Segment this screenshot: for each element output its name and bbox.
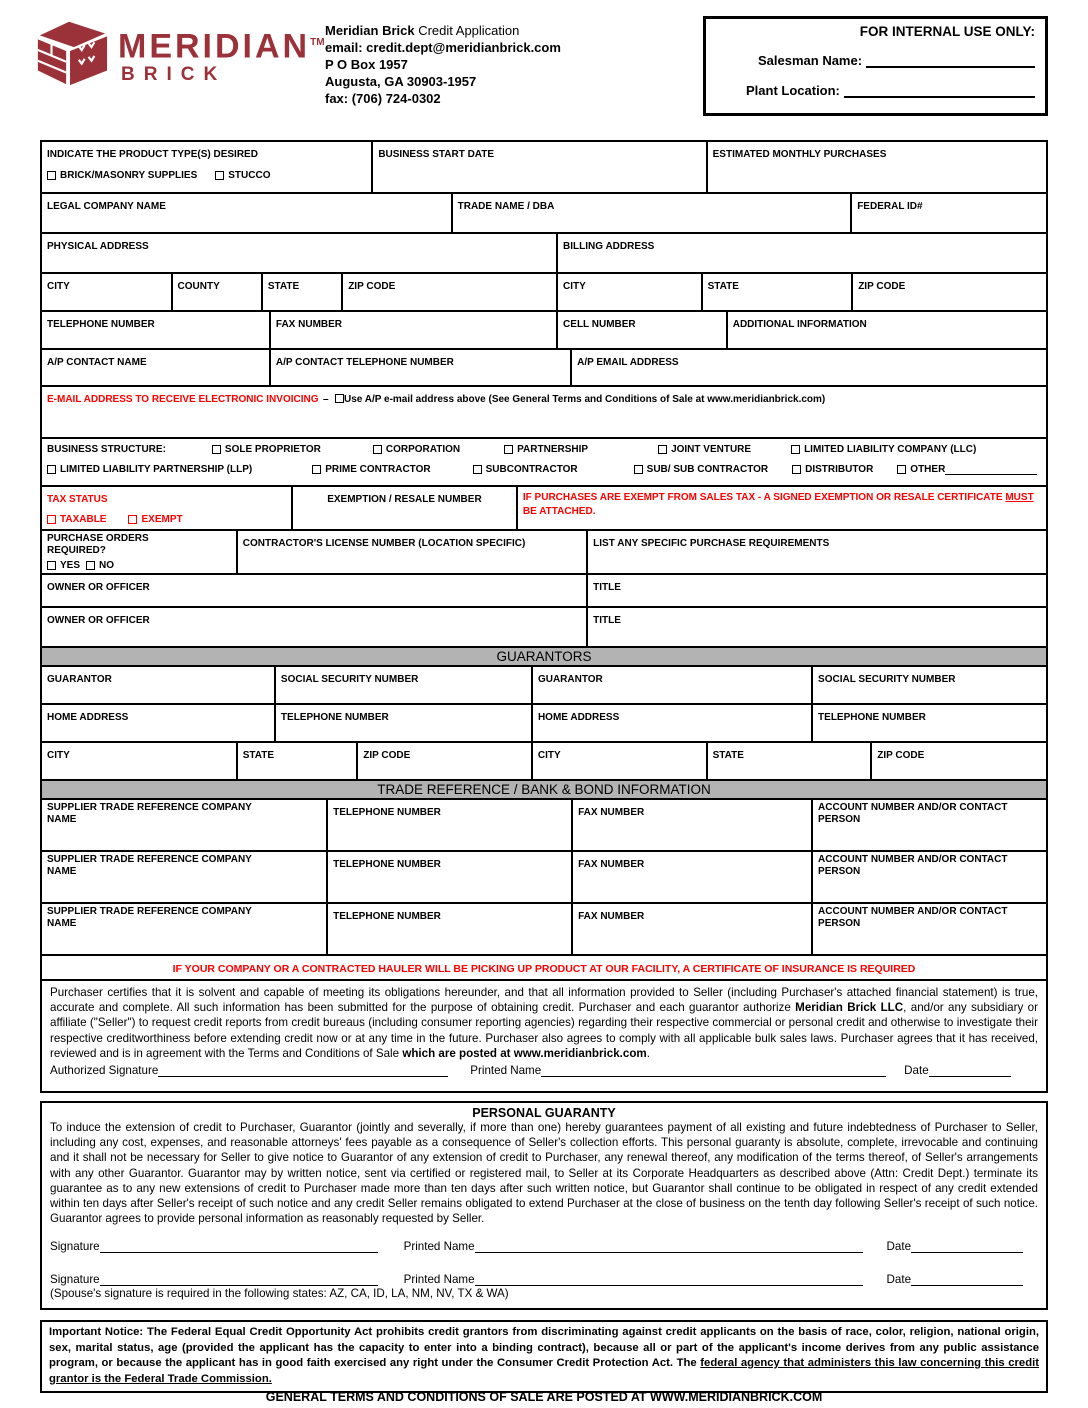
form-row-trade-ref-1 [42,800,1046,852]
contact-fax: fax: (706) 724-0302 [325,91,441,106]
field-federal-id[interactable] [852,194,1046,232]
title-label: TITLE [593,582,621,593]
zip-code-label: ZIP CODE [858,281,906,292]
guaranty-signature-blank-2[interactable] [100,1274,378,1286]
contact-email: email: credit.dept@meridianbrick.com [325,40,561,55]
zip-code-label: ZIP CODE [348,281,396,292]
header [30,14,1048,132]
supplier-trade-reference-label: SUPPLIER TRADE REFERENCE COMPANY NAME [47,906,252,929]
form-row-business-structure [42,439,1046,487]
joint-venture-checkbox-icon[interactable] [658,445,667,454]
state-label: STATE [242,750,275,761]
date-blank[interactable] [929,1065,1011,1077]
field-estimated-monthly-purchases[interactable] [708,142,1046,192]
product-type-options [47,170,366,181]
guaranty-date-blank-1[interactable] [911,1241,1023,1253]
certification-bold-brand: Meridian Brick LLC [795,1001,904,1015]
cell-number-label: CELL NUMBER [563,319,636,330]
corporation-label: CORPORATION [385,444,461,456]
fax-number-label: FAX NUMBER [578,911,645,922]
checkbox-subcontractor[interactable] [473,464,578,475]
other-label: OTHER [910,463,946,475]
business-start-date-label: BUSINESS START DATE [378,149,495,160]
title-label: TITLE [593,615,621,626]
tax-warning-text-b: BE ATTACHED. [522,506,596,517]
partnership-label: PARTNERSHIP [517,444,589,456]
field-billing-zip[interactable] [853,274,1046,310]
exempt-label: EXEMPT [141,514,183,525]
form-row-owner-1 [42,575,1046,608]
tax-warning-must: MUST [1005,492,1034,503]
field-purchase-requirements[interactable] [588,531,1046,573]
form-row-city-1 [42,274,1046,312]
document-title-brand: Meridian Brick [325,23,415,38]
personal-guaranty-title: PERSONAL GUARANTY [472,1106,616,1120]
field-ssn-1[interactable] [276,667,533,703]
sole-proprietor-label: SOLE PROPRIETOR [224,444,321,456]
field-guarantor-1[interactable] [42,667,276,703]
field-purchase-orders-required [42,531,238,573]
prime-contractor-checkbox-icon[interactable] [312,465,321,474]
guaranty-signature-row-1 [50,1240,1038,1253]
field-billing-address[interactable] [558,234,1046,272]
checkbox-exempt[interactable] [128,514,182,525]
personal-guaranty-paragraph: To induce the extension of credit to Purchaser, Guarantor (jointly and severally, if more than one) hereby guarantees payment of all existing and future indebtedness of Purchaser to Seller, including any cost, expenses, and reasonable attorneys' fees payable as a consequence of Seller's collection efforts. This personal guaranty is absolute, complete, irrevocable and continuing and it shall not be necessary for Seller to give notice to Guarantor of any extension of credit to Purchaser, any renewal thereof, any modification of the terms thereof, of Seller's arrangements with any other Guarantor. Guarantor may by written notice, sent via certified or registered mail, to Seller at its Corporate Headquarters as described above (Attn: Credit Dept.) terminate its guarantee as to any new extensions of credit to Purchaser made more than ten days after such written notice, but Guarantor shall continue to be obligated in respect of any credit extended within ten days after Seller's receipt of such notice and any credit Seller remains obligated to extend Purchaser at the close of business on the tenth day following Seller's receipt of such notice. Guarantor agrees to provide personal information as reasonably requested by Seller. [50,1121,1038,1226]
printed-name-blank[interactable] [541,1065,886,1077]
insurance-notice-text: IF YOUR COMPANY OR A CONTRACTED HAULER WILL BE PICKING UP PRODUCT AT OUR FACILITY, A CERTIFICATE OF INSURANCE IS REQUIRED [172,963,916,975]
form-row-owner-2 [42,608,1046,648]
field-physical-address[interactable] [42,234,558,272]
home-address-label: HOME ADDRESS [537,712,620,723]
field-business-structure [42,439,1046,485]
joint-venture-label: JOINT VENTURE [671,444,752,456]
field-einvoicing-email[interactable] [42,387,1046,437]
field-ssn-2[interactable] [813,667,1046,703]
partnership-checkbox-icon[interactable] [504,445,513,454]
important-notice-box [40,1320,1048,1393]
corporation-checkbox-icon[interactable] [373,445,382,454]
salesman-name-row [758,53,1035,68]
subcontractor-label: SUBCONTRACTOR [485,463,578,475]
telephone-number-label: TELEPHONE NUMBER [333,859,441,870]
checkbox-prime-contractor[interactable] [312,464,430,475]
important-notice-text: The Federal Equal Credit Opportunity Act prohibits credit grantors from discriminating against credit applicants on the basis of race, color, religion, national origin, sex, marital status, age (provided the applicant has the capacity to enter into a binding contract), because all or part of the applicant's income derives from any public assistance program, or because the applicant has in good faith exercised any right under the Consumer Credit Protection Act. The [49,1326,1040,1369]
city-label: CITY [563,281,586,292]
checkbox-sole-proprietor[interactable] [212,444,321,455]
einvoicing-label: E-MAIL ADDRESS TO RECEIVE ELECTRONIC INVOICING [47,394,319,405]
field-ap-email-address[interactable] [572,350,1046,385]
form-row-guarantor-city [42,743,1046,781]
internal-use-box [703,16,1048,116]
field-additional-information[interactable] [728,312,1046,348]
certification-text-1: Purchaser certifies that it is solvent and capable of meeting its obligations hereunder, and that all information provided to Seller (including Purchaser's attached financial statement) is true, accurate and complete. All such information has been submitted for the purpose of obtaining credit. Purchaser and each guarantor authorize [50,986,1038,1015]
certification-paragraph [50,985,1038,1061]
form-row-purchase-orders [42,531,1046,575]
account-number-contact-label: ACCOUNT NUMBER AND/OR CONTACT PERSON [818,854,1008,877]
field-fax-number[interactable] [271,312,558,348]
llp-checkbox-icon[interactable] [47,465,56,474]
fax-number-label: FAX NUMBER [578,807,645,818]
contact-pobox: P O Box 1957 [325,57,408,72]
tax-status-label: TAX STATUS [47,494,108,505]
physical-address-label: PHYSICAL ADDRESS [47,241,149,252]
trade-name-dba-label: TRADE NAME / DBA [457,201,555,212]
purchase-requirements-label: LIST ANY SPECIFIC PURCHASE REQUIREMENTS [593,538,830,549]
field-supplier-phone-3[interactable] [328,904,573,954]
field-billing-state[interactable] [703,274,854,310]
po-no-checkbox-icon[interactable] [86,561,95,570]
stucco-checkbox-icon[interactable] [215,171,224,180]
field-trade-name-dba[interactable] [453,194,853,232]
form-row-ap-contact [42,350,1046,387]
exemption-resale-number-label: EXEMPTION / RESALE NUMBER [327,494,482,505]
field-billing-city[interactable] [558,274,703,310]
checkbox-po-no[interactable] [86,560,114,571]
field-guarantor-phone-1[interactable] [276,705,533,741]
zip-code-label: ZIP CODE [363,750,411,761]
field-supplier-fax-2[interactable] [573,852,813,902]
checkbox-llc[interactable] [791,444,976,455]
field-supplier-account-3[interactable] [813,904,1046,954]
field-cell-number[interactable] [558,312,728,348]
field-ap-contact-name[interactable] [42,350,271,385]
distributor-label: DISTRIBUTOR [805,463,874,475]
ap-email-address-label: A/P EMAIL ADDRESS [577,357,679,368]
product-type-label: INDICATE THE PRODUCT TYPE(S) DESIRED [47,149,258,160]
llp-label: LIMITED LIABILITY PARTNERSHIP (LLP) [60,463,253,475]
state-label: STATE [707,281,739,292]
legal-company-name-label: LEGAL COMPANY NAME [47,201,166,212]
field-owner-officer-1[interactable] [42,575,588,606]
guarantors-section-header: GUARANTORS [42,648,1046,667]
spouse-signature-note: (Spouse's signature is required in the following states: AZ, CA, ID, LA, NM, NV, TX & WA) [50,1287,509,1301]
printed-name-label: Printed Name [403,1240,475,1254]
field-tax-status [42,487,293,529]
sub-sub-contractor-label: SUB/ SUB CONTRACTOR [646,463,769,475]
signature-label: Signature [50,1273,100,1287]
supplier-trade-reference-label: SUPPLIER TRADE REFERENCE COMPANY NAME [47,854,252,877]
plant-location-row [746,83,1035,98]
form-row-einvoicing [42,387,1046,439]
checkbox-stucco[interactable] [215,170,270,181]
purchase-orders-label: PURCHASE ORDERS REQUIRED? [47,533,149,556]
field-supplier-fax-1[interactable] [573,800,813,850]
county-label: COUNTY [177,281,220,292]
business-structure-label: BUSINESS STRUCTURE: [47,444,166,455]
fax-number-label: FAX NUMBER [578,859,645,870]
field-exemption-resale-number[interactable] [293,487,518,529]
field-home-address-2[interactable] [533,705,813,741]
business-structure-line1 [47,444,1041,456]
certification-block [42,981,1046,1091]
supplier-trade-reference-label: SUPPLIER TRADE REFERENCE COMPANY NAME [47,802,252,825]
telephone-number-label: TELEPHONE NUMBER [818,712,926,723]
guaranty-signature-row-2 [50,1273,1038,1286]
tax-status-options [47,514,286,525]
trade-reference-section-header: TRADE REFERENCE / BANK & BOND INFORMATION [42,781,1046,800]
einvoicing-text: Use A/P e-mail address above (See General Terms and Conditions of Sale at www.meridianbrick.com) [343,394,826,405]
field-physical-state[interactable] [263,274,343,310]
plant-location-label: Plant Location: [746,83,840,98]
checkbox-distributor[interactable] [792,464,873,475]
stucco-label: STUCCO [228,170,271,181]
signature-label: Signature [50,1240,100,1254]
business-structure-line2 [47,464,1041,475]
field-supplier-1[interactable] [42,800,328,850]
telephone-number-label: TELEPHONE NUMBER [47,319,155,330]
field-guarantor-city-1[interactable] [42,743,238,779]
sole-proprietor-checkbox-icon[interactable] [212,445,221,454]
guaranty-signature-blank-1[interactable] [100,1241,378,1253]
date-label: Date [886,1273,912,1287]
other-blank[interactable] [945,464,1037,475]
authorized-signature-row [50,1064,1038,1077]
salesman-name-blank[interactable] [866,55,1035,68]
form-row-addresses [42,234,1046,274]
po-yes-label: YES [60,559,81,571]
field-guarantor-state-2[interactable] [708,743,873,779]
certification-text-3: . [646,1046,650,1060]
po-no-label: NO [99,559,115,571]
purchase-orders-options [47,560,231,571]
llc-label: LIMITED LIABILITY COMPANY (LLC) [804,444,977,456]
form-row-trade-ref-2 [42,852,1046,904]
important-notice-underlined-text: federal agency that administers this law concerning this credit grantor is the Federal Trade Commission. [49,1357,1040,1385]
field-business-start-date[interactable] [373,142,707,192]
form-row-trade-ref-3 [42,904,1046,956]
field-ap-contact-telephone[interactable] [271,350,572,385]
state-label: STATE [267,281,300,292]
ssn-label: SOCIAL SECURITY NUMBER [280,674,419,685]
telephone-number-label: TELEPHONE NUMBER [280,712,389,723]
field-title-1[interactable] [588,575,1046,606]
brick-masonry-label: BRICK/MASONRY SUPPLIES [60,170,198,181]
insurance-notice [42,956,1046,979]
checkbox-taxable[interactable] [47,514,106,525]
field-owner-officer-2[interactable] [42,608,588,646]
printed-name-label: Printed Name [470,1064,542,1078]
owner-officer-label: OWNER OR OFFICER [47,615,150,626]
other-checkbox-icon[interactable] [897,465,906,474]
field-legal-company-name[interactable] [42,194,453,232]
ap-contact-name-label: A/P CONTACT NAME [47,357,147,368]
taxable-label: TAXABLE [60,514,107,525]
checkbox-corporation[interactable] [373,444,460,455]
field-telephone-number[interactable] [42,312,271,348]
einvoicing-dash: – [322,394,329,405]
sub-sub-contractor-checkbox-icon[interactable] [634,465,643,474]
field-physical-city[interactable] [42,274,173,310]
account-number-contact-label: ACCOUNT NUMBER AND/OR CONTACT PERSON [818,802,1008,825]
form-row-phones [42,312,1046,350]
field-guarantor-phone-2[interactable] [813,705,1046,741]
authorized-signature-blank[interactable] [158,1065,448,1077]
application-form-table [40,140,1048,1093]
field-contractors-license[interactable] [238,531,588,573]
field-supplier-account-1[interactable] [813,800,1046,850]
field-supplier-phone-2[interactable] [328,852,573,902]
guarantor-label: GUARANTOR [537,674,603,685]
use-ap-email-checkbox-icon[interactable] [335,394,344,403]
brick-masonry-checkbox-icon[interactable] [47,171,56,180]
ssn-label: SOCIAL SECURITY NUMBER [818,674,956,685]
document-title-rest: Credit Application [414,23,520,38]
checkbox-sub-sub-contractor[interactable] [634,464,768,475]
checkbox-other[interactable] [897,464,945,475]
certification-bold-url: which are posted at www.meridianbrick.com [402,1046,647,1060]
field-product-type[interactable] [42,142,373,192]
telephone-number-label: TELEPHONE NUMBER [333,807,441,818]
date-label: Date [904,1064,929,1078]
field-supplier-fax-3[interactable] [573,904,813,954]
telephone-number-label: TELEPHONE NUMBER [333,911,441,922]
checkbox-joint-venture[interactable] [658,444,751,455]
important-notice-label: Important Notice: [49,1326,144,1338]
form-row-guarantor-names [42,667,1046,705]
taxable-checkbox-icon[interactable] [47,515,56,524]
contact-citystate: Augusta, GA 30903-1957 [325,74,477,89]
tax-exempt-warning [518,487,1046,529]
form-row-guarantor-addresses [42,705,1046,743]
form-row-certification [42,981,1046,1091]
field-supplier-2[interactable] [42,852,328,902]
meridian-brick-logo [30,14,330,95]
field-supplier-3[interactable] [42,904,328,954]
form-row-product [42,142,1046,194]
brick-building-icon [30,14,112,95]
field-title-2[interactable] [588,608,1046,646]
subcontractor-checkbox-icon[interactable] [473,465,482,474]
ap-contact-telephone-label: A/P CONTACT TELEPHONE NUMBER [275,357,454,368]
field-physical-zip[interactable] [343,274,558,310]
date-label: Date [886,1240,912,1254]
plant-location-blank[interactable] [844,85,1035,98]
field-guarantor-city-2[interactable] [533,743,708,779]
billing-address-label: BILLING ADDRESS [563,241,655,252]
document-title [325,22,561,39]
form-row-tax-status [42,487,1046,531]
distributor-checkbox-icon[interactable] [792,465,801,474]
checkbox-partnership[interactable] [504,444,588,455]
llc-checkbox-icon[interactable] [791,445,800,454]
internal-use-title: FOR INTERNAL USE ONLY: [859,24,1035,39]
fax-number-label: FAX NUMBER [275,319,343,330]
logo-text [118,26,325,87]
personal-guaranty-box [40,1101,1048,1310]
salesman-name-label: Salesman Name: [758,53,863,68]
general-terms-footer: GENERAL TERMS AND CONDITIONS OF SALE ARE POSTED AT WWW.MERIDIANBRICK.COM [265,1390,823,1404]
additional-information-label: ADDITIONAL INFORMATION [732,319,867,330]
city-label: CITY [47,281,70,292]
field-supplier-phone-1[interactable] [328,800,573,850]
guaranty-printed-name-blank-1[interactable] [475,1241,863,1253]
account-number-contact-label: ACCOUNT NUMBER AND/OR CONTACT PERSON [818,906,1008,929]
trademark-symbol: TM [310,37,325,48]
contractors-license-label: CONTRACTOR'S LICENSE NUMBER (LOCATION SPECIFIC) [242,538,526,549]
logo-sub-wordmark: BRICK [121,64,227,86]
logo-wordmark [118,26,325,66]
guaranty-date-blank-2[interactable] [911,1274,1023,1286]
guaranty-printed-name-blank-2[interactable] [475,1274,863,1286]
logo-name: MERIDIAN [118,27,311,66]
field-guarantor-zip-2[interactable] [872,743,1046,779]
company-contact-block [325,22,561,107]
field-supplier-account-2[interactable] [813,852,1046,902]
field-guarantor-2[interactable] [533,667,813,703]
estimated-monthly-purchases-label: ESTIMATED MONTHLY PURCHASES [712,149,887,160]
prime-contractor-label: PRIME CONTRACTOR [325,463,431,475]
certification-text-2: , and/or any subsidiary or affiliate ("Seller") to request credit reports from credit bureaus (including consumer reporting agencies) regarding their respective commercial or personal credit and otherwise to investigate their respective creditworthiness before extending credit now or at any time in the future. Purchaser also agrees to comply with all applicable bulk sales laws. Purchaser agrees that it has received, reviewed and is in agreement with the Terms and Conditions of Sale [50,1001,1038,1060]
field-home-address-1[interactable] [42,705,276,741]
city-label: CITY [537,750,561,761]
printed-name-label: Printed Name [403,1273,475,1287]
checkbox-llp[interactable] [47,464,252,475]
state-label: STATE [712,750,744,761]
field-physical-county[interactable] [173,274,263,310]
city-label: CITY [47,750,70,761]
authorized-signature-label: Authorized Signature [50,1064,159,1078]
zip-code-label: ZIP CODE [877,750,925,761]
owner-officer-label: OWNER OR OFFICER [47,582,150,593]
home-address-label: HOME ADDRESS [47,712,129,723]
po-yes-checkbox-icon[interactable] [47,561,56,570]
field-guarantor-state-1[interactable] [238,743,358,779]
exempt-checkbox-icon[interactable] [128,515,137,524]
guarantor-label: GUARANTOR [47,674,112,685]
checkbox-brick-masonry[interactable] [47,170,197,181]
checkbox-po-yes[interactable] [47,560,80,571]
tax-warning-text-a: IF PURCHASES ARE EXEMPT FROM SALES TAX - A SIGNED EXEMPTION OR RESALE CERTIFICATE [522,492,1006,503]
federal-id-label: FEDERAL ID# [857,201,923,212]
form-row-insurance-notice [42,956,1046,981]
form-row-company [42,194,1046,234]
field-guarantor-zip-1[interactable] [358,743,533,779]
